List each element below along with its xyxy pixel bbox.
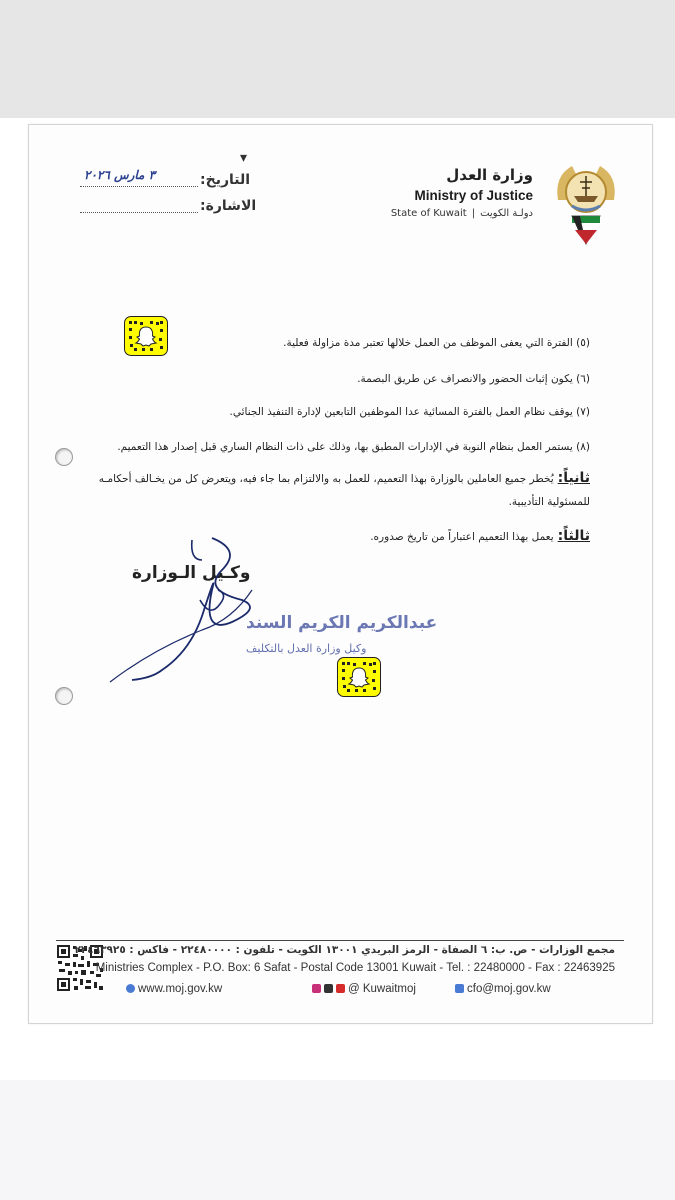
stamp-name: عبدالكريم الكريم السند: [246, 613, 438, 633]
reference-label: الاشارة:: [200, 198, 257, 214]
undersecretary-title: وكـيل الـوزارة: [132, 563, 251, 583]
email-text: cfo@moj.gov.kw: [467, 983, 551, 995]
pen-mark: ▾: [240, 150, 248, 166]
stamp-title: وكيل وزارة العدل بالتكليف: [246, 642, 367, 655]
third-clause: [370, 528, 590, 544]
third-heading: ثالثاً:: [557, 528, 590, 544]
reference-dotted-line: [80, 212, 198, 213]
footer-address-english: Ministries Complex - P.O. Box: 6 Safat - Postal Code 13001 Kuwait - Tel. : 22480000 - Fax : 22463925: [95, 962, 615, 974]
list-item: (٦) يكون إثبات الحضور والانصراف عن طريق البصمة.: [357, 373, 590, 385]
punch-hole-top: [55, 448, 73, 466]
date-label: التاريخ:: [200, 172, 251, 188]
snapchat-qr-icon: [337, 657, 381, 697]
state-arabic: دولـة الكويت: [480, 208, 533, 219]
bottom-gray-bar: [0, 1080, 675, 1200]
third-clause-text: يعمل بهذا التعميم اعتباراً من تاريخ صدوره.: [370, 531, 554, 543]
snapchat-qr-icon: [124, 316, 168, 356]
footer-email: [455, 983, 551, 995]
ministry-name-english: Ministry of Justice: [414, 188, 533, 203]
list-item: (٧) يوقف نظام العمل بالفترة المسائية عدا الموظفين التابعين لإدارة التنفيذ الجنائي.: [229, 406, 590, 418]
date-dotted-line: [80, 186, 198, 187]
x-icon: [324, 984, 333, 993]
footer-website: [126, 983, 222, 995]
handwritten-signature: [92, 530, 272, 690]
list-item: (٥) الفترة التي يعفى الموظف من العمل خلالها تعتبر مدة مزاولة فعلية.: [283, 337, 590, 349]
punch-hole-bottom: [55, 687, 73, 705]
state-english: State of Kuwait: [390, 208, 467, 219]
second-clause-text: يُخطر جميع العاملين بالوزارة بهذا التعميم، للعمل به والالتزام بما جاء فيه، ويتعرض كل من يخـالف أحكامـه: [98, 473, 554, 485]
top-gray-bar: [0, 0, 675, 118]
kuwait-emblem-icon: [550, 156, 622, 252]
second-clause: [99, 470, 590, 486]
footer-address-arabic: مجمع الوزارات - ص. ب: ٦ الصفاة - الرمز البريدي ١٣٠٠١ الكويت - تلفون : ٢٢٤٨٠٠٠٠ - فاكس : ٢٢٤٦٣٩٢٥: [74, 944, 615, 956]
youtube-icon: [336, 984, 345, 993]
second-heading: ثانياً:: [557, 470, 590, 486]
globe-icon: [126, 984, 135, 993]
email-icon: [455, 984, 464, 993]
list-item: (٨) يستمر العمل بنظام النوبة في الإدارات المطبق بها، وذلك على ذات النظام الساري قبل إصدار هذا التعميم.: [117, 441, 590, 453]
ministry-name-arabic: وزارة العدل: [446, 166, 533, 184]
state-line: State of Kuwait | دولـة الكويت: [390, 208, 533, 219]
instagram-icon: [312, 984, 321, 993]
date-value: ٣ مارس ٢٠٢٦: [84, 168, 156, 182]
footer-divider: [56, 940, 624, 941]
social-handle: @ Kuwaitmoj: [348, 983, 416, 995]
footer-social: [312, 983, 416, 995]
website-text: www.moj.gov.kw: [138, 983, 223, 995]
second-clause-continuation: للمسئولية التأديبية.: [508, 496, 590, 508]
